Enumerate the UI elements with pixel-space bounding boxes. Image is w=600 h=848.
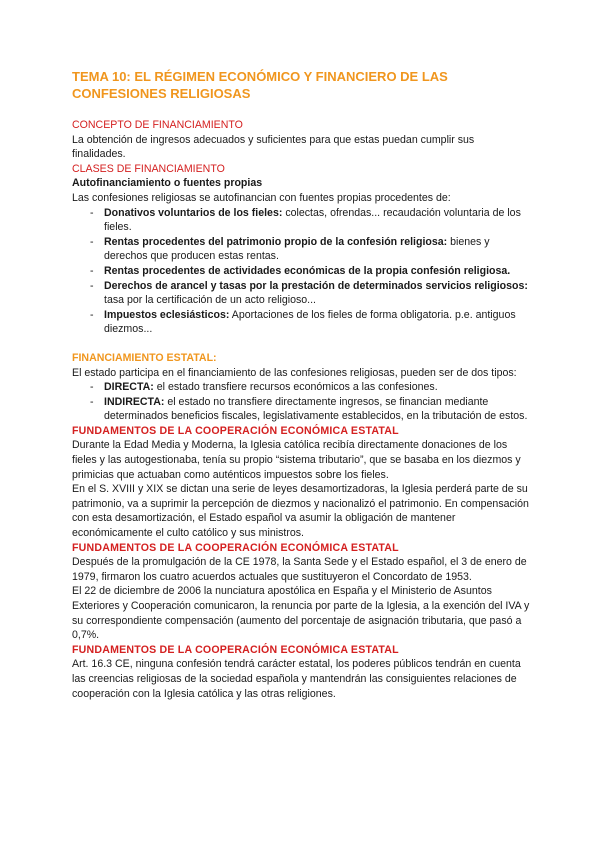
clases-intro: Las confesiones religiosas se autofinancian con fuentes propias procedentes de: — [72, 191, 451, 204]
fundamentos1-paragraph-2: En el S. XVIII y XIX se dictan una serie de leyes desamortizadoras, la Iglesia perderá parte de su patrimonio, va a suprimir la percepción de diezmos y nacionalizó el patrimonio. En compensación con esta desamortización, el Estado español va asumir la obligación de mantener económicamente el culto católico y sus ministros. — [72, 483, 529, 540]
list-item-bold: INDIRECTA: — [104, 395, 165, 408]
list-item-text: el estado transfiere recursos económicos a las confesiones. — [153, 381, 438, 394]
clases-heading: CLASES DE FINANCIAMIENTO — [72, 162, 225, 175]
document-body — [72, 68, 530, 701]
list-item-text: el estado no transfiere directamente ingresos, se financian mediante determinados beneficios fiscales, legislativamente establecidos, en la tributación de estos. — [104, 395, 528, 423]
fundamentos2-paragraph-1: Después de la promulgación de la CE 1978, la Santa Sede y el Estado español, el 3 de enero de 1979, firmaron los cuatro acuerdos actuales que sustituyeron el Concordato de 1953. — [72, 556, 527, 583]
list-item — [104, 235, 530, 264]
spacer — [72, 337, 530, 351]
estatal-heading: FINANCIAMIENTO ESTATAL: — [72, 351, 217, 364]
list-item-bold: Rentas procedentes de actividades económicas de la propia confesión religiosa. — [104, 264, 511, 277]
clases-list — [72, 206, 530, 337]
list-item — [104, 206, 530, 235]
list-item-bold: DIRECTA: — [104, 381, 154, 394]
list-item-bold: Impuestos eclesiásticos: — [104, 308, 230, 321]
list-item-text: Aportaciones de los fieles de forma obligatoria. p.e. antiguos diezmos... — [104, 308, 516, 336]
list-item-bold: Derechos de arancel y tasas por la prestación de determinados servicios religiosos: — [104, 279, 528, 292]
fundamentos-heading-3: FUNDAMENTOS DE LA COOPERACIÓN ECONÓMICA ESTATAL — [72, 643, 399, 656]
fundamentos3-paragraph-1: Art. 16.3 CE, ninguna confesión tendrá carácter estatal, los poderes públicos tendrán en cuenta las creencias religiosas de la sociedad española y mantendrán las consiguientes relaciones de cooperación con la Iglesia católica y las otras religiones. — [72, 658, 521, 700]
list-item-bold: Rentas procedentes del patrimonio propio de la confesión religiosa: — [104, 235, 448, 248]
list-item — [104, 279, 530, 308]
document-title: TEMA 10: EL RÉGIMEN ECONÓMICO Y FINANCIERO DE LAS CONFESIONES RELIGIOSAS — [72, 69, 448, 101]
fundamentos1-paragraph-1: Durante la Edad Media y Moderna, la Iglesia católica recibía directamente donaciones de los fieles y las autogestionaba, tenía su propio “sistema tributario”, que se basaba en los diezmos y primicias que actuaban como auténticos impuestos sobre los fieles. — [72, 439, 521, 481]
list-item — [104, 308, 530, 337]
estatal-intro: El estado participa en el financiamiento de las confesiones religiosas, pueden ser de dos tipos: — [72, 366, 517, 379]
fundamentos-heading-2: FUNDAMENTOS DE LA COOPERACIÓN ECONÓMICA ESTATAL — [72, 541, 399, 554]
list-item-text: colectas, ofrendas... recaudación voluntaria de los fieles. — [104, 206, 521, 234]
list-item-bold: Donativos voluntarios de los fieles: — [104, 206, 283, 219]
concepto-text: La obtención de ingresos adecuados y suficientes para que estas puedan cumplir sus finalidades. — [72, 133, 475, 161]
list-item — [104, 264, 530, 279]
estatal-list — [72, 380, 530, 424]
list-item-text: bienes y derechos que producen estas rentas. — [104, 235, 490, 263]
fundamentos2-paragraph-2: El 22 de diciembre de 2006 la nunciatura apostólica en España y el Ministerio de Asuntos Exteriores y Cooperación comunicaron, la renuncia por parte de la Iglesia, a la exención del IVA y su correspondiente compensación (aumento del porcentaje de asignación tributaria, que pasó a 0,7%. — [72, 585, 530, 642]
fundamentos-heading-1: FUNDAMENTOS DE LA COOPERACIÓN ECONÓMICA ESTATAL — [72, 424, 399, 437]
list-item — [104, 395, 530, 424]
list-item — [104, 380, 530, 395]
list-item-text: tasa por la certificación de un acto religioso... — [104, 294, 316, 307]
clases-subheading: Autofinanciamiento o fuentes propias — [72, 177, 263, 190]
concepto-heading: CONCEPTO DE FINANCIAMIENTO — [72, 119, 243, 131]
